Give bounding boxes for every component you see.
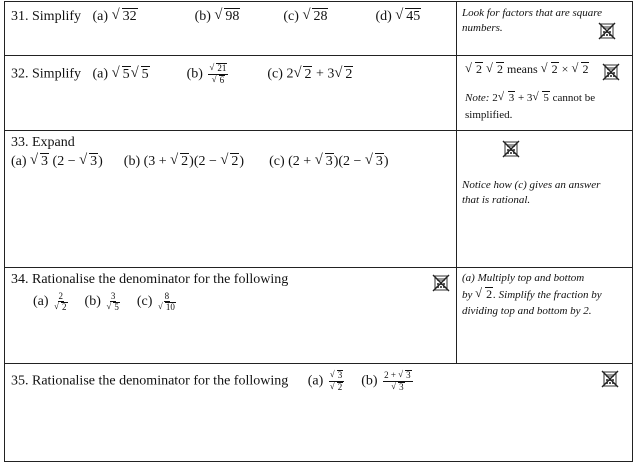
calculator-crossed-icon: [598, 22, 616, 40]
calculator-crossed-icon: [432, 274, 450, 292]
calculator-crossed-icon: [601, 370, 619, 388]
row-divider: [5, 55, 632, 56]
calculator-crossed-icon: [602, 63, 620, 81]
column-divider: [456, 2, 457, 363]
question-34-parts: (a) 2 √ 2 (b) 3 √ 5 (c) 8 √ 10: [33, 291, 178, 313]
calculator-crossed-icon: [502, 140, 520, 158]
hint-33: Notice how (c) gives an answer that is rational.: [462, 179, 601, 206]
hint-34: (a) Multiply top and bottom by √ 2. Simplify the fraction by dividing top and bottom by 2.: [462, 270, 632, 319]
row-divider: [5, 267, 632, 268]
note-32: Note: 2√ 3 + 3√ 5 cannot be simplified.: [465, 90, 625, 124]
question-33-parts: (a) √ 3 (2 − √ 3) (b) (3 + √ 2)(2 − √ 2) (c) (2 + √ 3)(2 − √ 3): [11, 153, 389, 170]
hint-31: Look for factors that are square numbers.: [462, 7, 603, 34]
question-35: 35. Rationalise the denominator for the following (a) √ 3 √ 2 (b) 2 + √ 3 √ 3: [11, 370, 415, 393]
hint-32: √ 2 √ 2 means √ 2 × √ 2: [465, 62, 615, 77]
question-34-title: 34. Rationalise the denominator for the following: [11, 272, 289, 287]
row-divider: [5, 363, 632, 364]
row-divider: [5, 130, 632, 131]
question-33-title: 33. Expand: [11, 135, 75, 150]
question-32: 32. Simplify (a) √ 5√ 5 (b) √ 21 √ 6 (c) 2√ 2 + 3√ 2: [11, 63, 353, 86]
question-31: 31. Simplify (a) √ 32 (b) √ 98 (c) √ 28 (d) √ 45: [11, 8, 421, 25]
worksheet-table: [4, 1, 633, 462]
